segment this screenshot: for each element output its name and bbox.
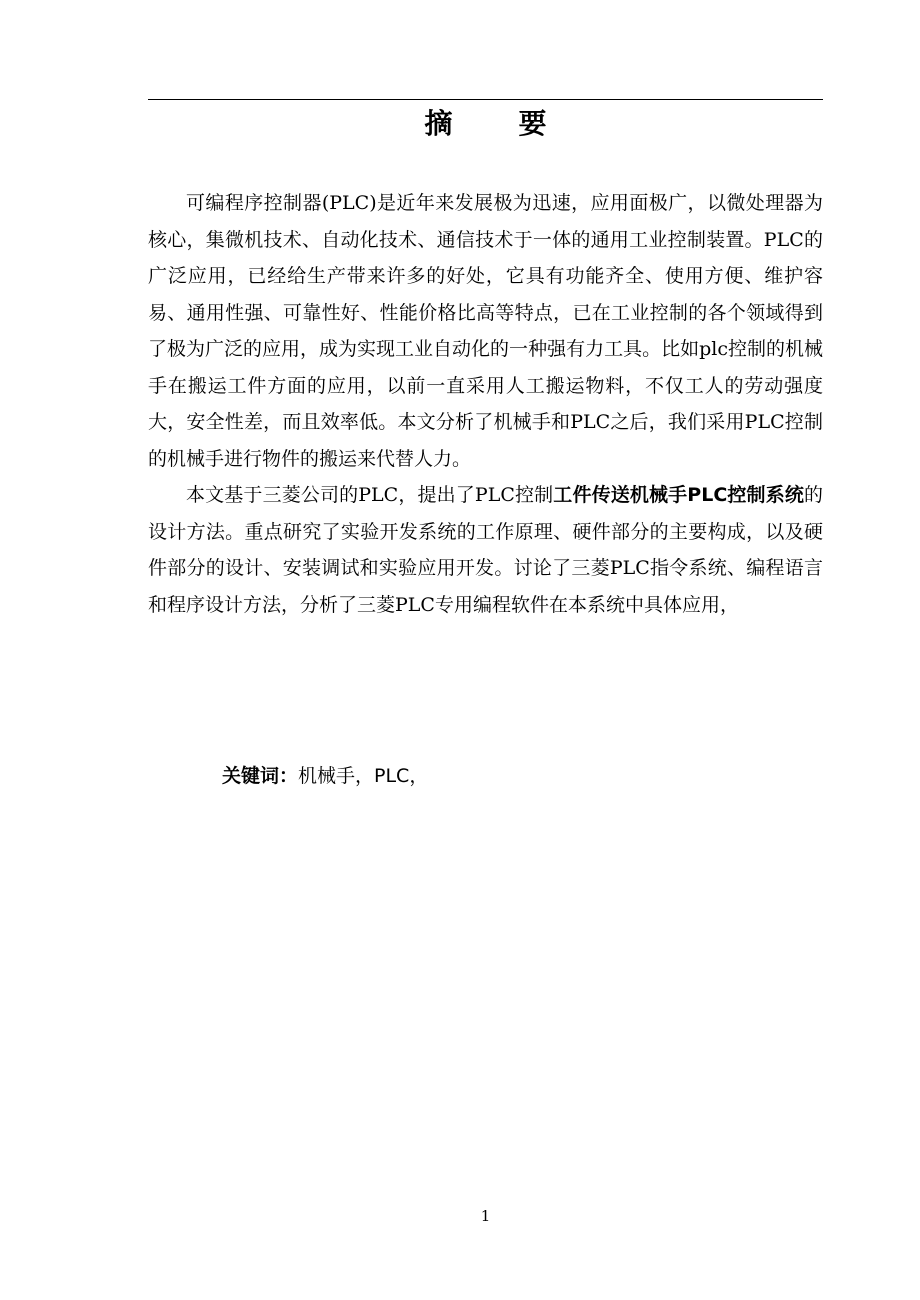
abstract-body xyxy=(148,185,823,623)
keywords-line xyxy=(222,760,822,792)
paragraph-2-lead: 本文基于三菱公司的PLC，提出了PLC控制 xyxy=(186,484,554,506)
title-char-1: 摘 xyxy=(424,107,453,140)
keywords-label: 关键词： xyxy=(222,765,299,787)
abstract-paragraph-2 xyxy=(148,477,823,623)
paragraph-2-rest: 的设计方法。重点研究了实验开发系统的工作原理、硬件部分的主要构成，以及硬件部分的设计、安装调试和实验应用开发。讨论了三菱PLC指令系统、编程语言和程序设计方法，分析了三菱PLC专用编程软件在本系统中具体应用， xyxy=(148,484,823,616)
page-number: 1 xyxy=(480,1207,491,1225)
header-rule xyxy=(148,99,823,100)
paragraph-2-emphasis: 工件传送机械手PLC控制系统 xyxy=(553,484,804,506)
page-title xyxy=(148,102,823,146)
keywords-values: 机械手，PLC， xyxy=(298,765,429,787)
title-char-2: 要 xyxy=(518,107,547,140)
abstract-paragraph-1: 可编程序控制器(PLC)是近年来发展极为迅速，应用面极广，以微处理器为核心，集微机技术、自动化技术、通信技术于一体的通用工业控制装置。PLC的广泛应用，已经给生产带来许多的好处，它具有功能齐全、使用方便、维护容易、通用性强、可靠性好、性能价格比高等特点，已在工业控制的各个领域得到了极为广泛的应用，成为实现工业自动化的一种强有力工具。比如plc控制的机械手在搬运工件方面的应用，以前一直采用人工搬运物料，不仅工人的劳动强度大，安全性差，而且效率低。本文分析了机械手和PLC之后，我们采用PLC控制的机械手进行物件的搬运来代替人力。 xyxy=(148,192,823,470)
